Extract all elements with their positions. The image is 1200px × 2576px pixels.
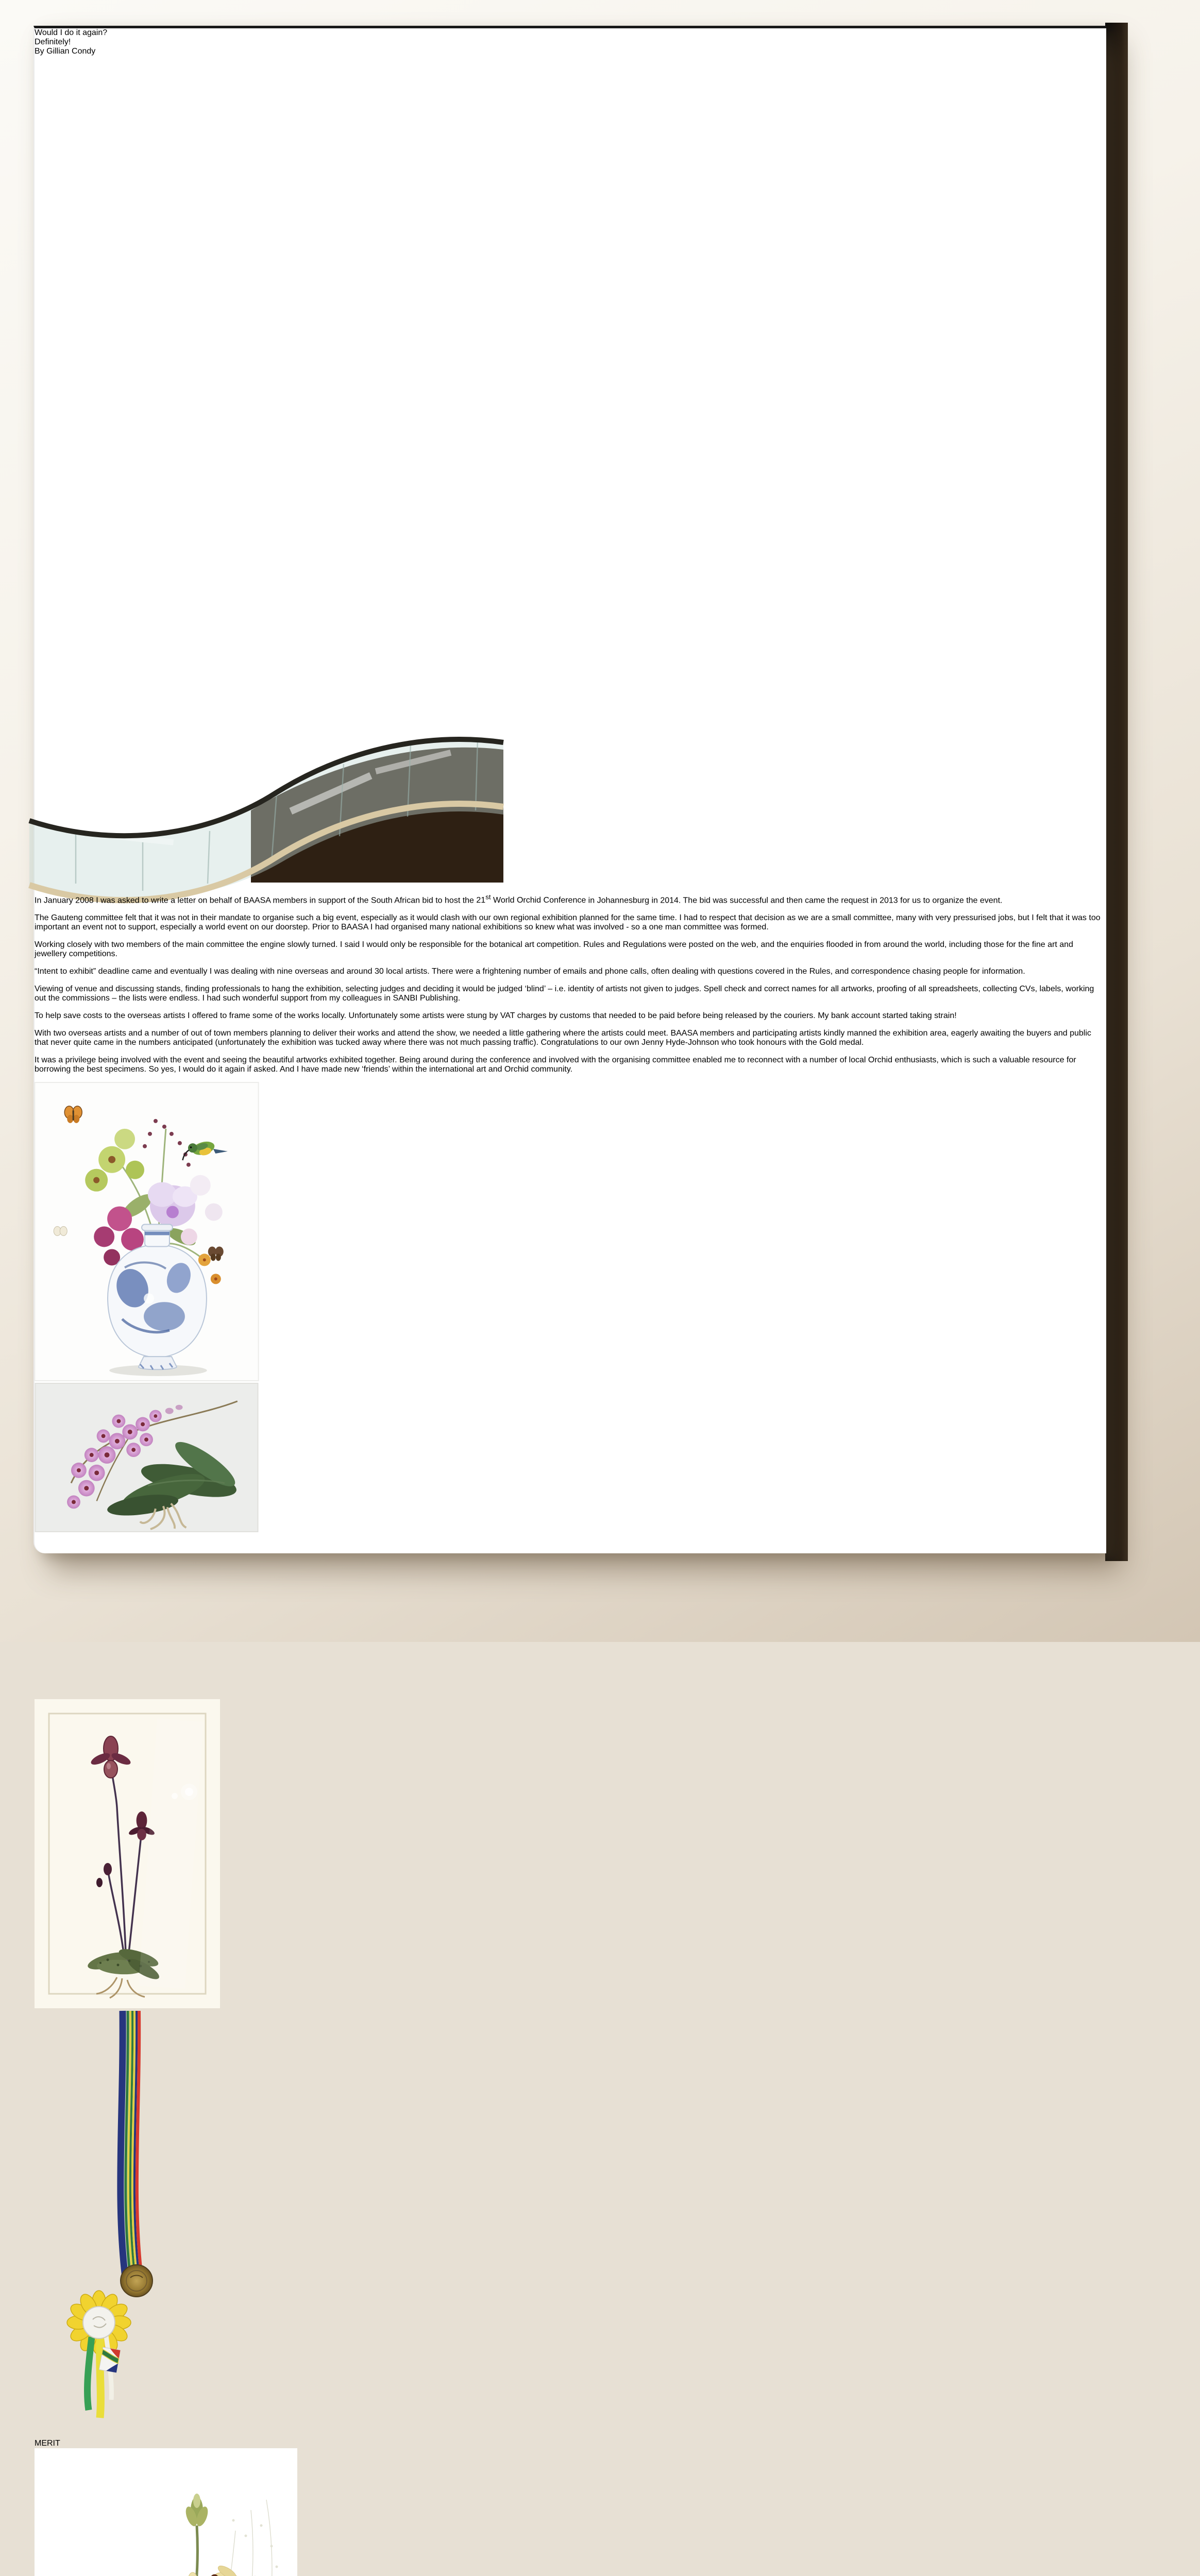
painting-yellow-orchids	[35, 2448, 1106, 2576]
painting-moth-orchids	[35, 1383, 1106, 1534]
article-column-right	[35, 1011, 1106, 1074]
wooden-frame	[35, 1699, 1106, 2011]
artwork-frame	[35, 141, 55, 168]
conference-highlight: 21st World Orchid Conference	[476, 896, 586, 905]
article-column-left	[35, 893, 1106, 1003]
artwork-frame	[35, 382, 66, 423]
artwork-frame	[35, 249, 61, 283]
artwork-frame	[35, 423, 63, 458]
body-paragraph: “Intent to exhibit” deadline came and eventually I was dealing with nine overseas and around 30 local artists. There were a frightening number of emails and phone calls, often dealing with questions covered in the Rules, and correspondence chasing people for information.	[35, 967, 1106, 976]
body-paragraph: With two overseas artists and a number of out of town members planning to deliver their works and attend the show, we needed a little gathering where the artists could meet. BAASA members and participating artists kindly manned the exhibition area, eagerly awaiting the buyers and public that never quite came in the numbers anticipated (unfortunately the exhibition was tucked away where there was not much passing traffic). Congratulations to our own Jenny Hyde-Johnson who took honours with the Gold medal.	[35, 1029, 1106, 1047]
body-paragraph: Working closely with two members of the main committee the engine slowly turned. I said I would only be responsible for the botanical art competition. Rules and Regulations were posted on the web, and the enquiries flooded in from around the world, including those for the fine art and jewellery competitions.	[35, 940, 1106, 959]
right-paragraphs	[35, 1011, 1106, 1074]
intro-text: in Johannesburg in 2014. The bid was successful and then came the request in 2013 for us to organize the event.	[586, 896, 1002, 905]
frame-mat	[35, 1699, 1106, 2011]
body-paragraph: The Gauteng committee felt that it was not in their mandate to organise such a big event, especially as it would clash with our own regional exhibition planned for the same time. I had to respect that decision as we are a small committee, many with very pressurised jobs, but I felt that it was too important an event not to support, especially a world event on our doorstep. Prior to BAASA I had organised many national exhibitions so knew what was involved - so a one man committee was formed.	[35, 913, 1106, 932]
drop-cap-i: I	[35, 896, 37, 905]
exhibition-panels	[35, 56, 1106, 501]
artwork-frame	[35, 223, 55, 249]
award-ribbon-and-medal	[35, 2011, 519, 2436]
magazine-page	[33, 26, 1106, 1553]
artwork-frame	[35, 80, 50, 101]
left-paragraphs	[35, 913, 1106, 1003]
artwork-frame	[35, 458, 52, 501]
merit-award-card: MERIT	[35, 2439, 1106, 2448]
body-paragraph: To help save costs to the overseas artists I offered to frame some of the works locally. Unfortunately some artists were stung by VAT charges by customs that needed to be paid before being released by the couriers. My bank account started taking strain!	[35, 1011, 1106, 1021]
painting-orchid-vase	[35, 1082, 1106, 1383]
page-edge-shadow	[1105, 23, 1128, 1561]
exhibition-hall-photo	[35, 56, 1106, 885]
artwork-frame	[35, 312, 64, 350]
artwork-frame	[35, 350, 61, 382]
slipper-orchid-painting	[35, 1699, 220, 2008]
page-title: Would I do it again?	[35, 28, 1106, 38]
artwork-frame	[35, 101, 52, 122]
artwork-frame	[35, 283, 58, 312]
artwork-frame	[35, 192, 58, 223]
glass-balustrade	[35, 501, 498, 883]
paragraph-intro	[35, 893, 1106, 905]
artwork-frame	[35, 56, 52, 80]
intro-text: n January 2008 I was asked to write a letter on behalf of BAASA members in support of the South African bid to host the	[37, 896, 476, 905]
wall-reflection	[35, 1534, 138, 1606]
page-title-emphasis: Definitely!	[35, 38, 1106, 47]
scan-background-band	[1128, 20, 1200, 1642]
framed-artwork-photo	[35, 1534, 1106, 2448]
body-paragraph: It was a privilege being involved with the event and seeing the beautiful artworks exhibited together. Being around during the conference and involved with the organising committee enabled me to reconnect with a number of local Orchid enthusiasts, which is such a valuable resource for borrowing the best specimens. So yes, I would do it again if asked. And I have made new ‘friends’ within the international art and Orchid community.	[35, 1056, 1106, 1074]
body-paragraph: Viewing of venue and discussing stands, finding professionals to hang the exhibition, selecting judges and deciding it would be judged ‘blind’ – i.e. identity of artists not given to judges. Spell check and correct names for all artworks, proofing of all spreadsheets, collecting CVs, labels, working out the commissions – the lists were endless. I had such wonderful support from my colleagues in SANBI Publishing.	[35, 985, 1106, 1003]
artwork-frame	[35, 168, 53, 192]
byline: By Gillian Condy	[35, 47, 1106, 56]
artwork-frame	[35, 122, 50, 141]
wall-reflection	[35, 1606, 158, 1699]
